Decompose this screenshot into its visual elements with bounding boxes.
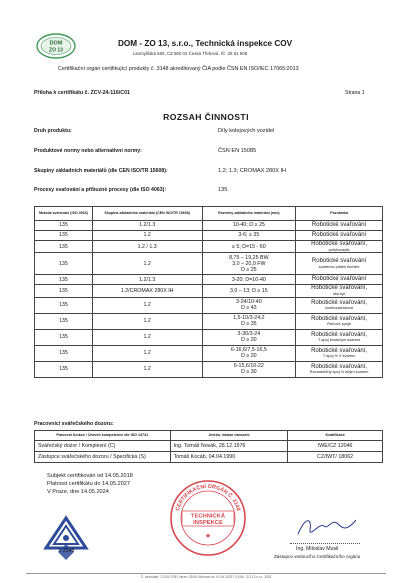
footer-divider [26, 573, 386, 574]
material-group: 1.2 [92, 345, 202, 361]
welding-method: 135 [35, 285, 93, 297]
certificate-annex: Příloha k certifikátu č. ZCV-24-116/C01 [34, 90, 130, 96]
dimension-line: 3,0 – 20,0 FW [232, 260, 266, 267]
dimension-line: 8,75 – 19,25 BW [229, 254, 269, 261]
logo-top-text: DOM [49, 40, 63, 47]
note-subtext: svařenec plátek tlumiče [318, 264, 360, 270]
note-cell [296, 345, 383, 361]
material-dimensions [202, 361, 296, 377]
note-cell [296, 241, 383, 253]
note-text: Robotické svařování, [311, 299, 368, 306]
dimension-line: 3-30/3-24 [237, 331, 261, 338]
note-subtext: Rovnoběžný spoj ½ obým svarem [309, 369, 369, 375]
material-dimensions [202, 285, 296, 297]
note-cell [296, 221, 383, 231]
table-row [35, 221, 383, 231]
staff-qualification: IWE/CZ 12046 [288, 441, 383, 452]
column-header: Skupina základního materiálu (CEN ISO/TR 15608) [92, 207, 202, 221]
material-group: 1.2 [92, 253, 202, 275]
field-value: ČSN EN 15085 [218, 148, 257, 154]
material-group: 1.2 [92, 329, 202, 345]
dimension-line: ≥ 5; D=15 - 60 [232, 243, 266, 250]
material-dimensions [202, 231, 296, 241]
note-text: Robotické svařování, [311, 347, 368, 354]
field-value: 135 [218, 187, 228, 193]
field-label: Skupiny základních materiálů (dle CEN ISO/TR 15608): [34, 168, 168, 174]
stamp-arc-text: CERTIFIKAČNÍ ORGÁN Č. 3148 [174, 483, 242, 512]
table-row [35, 241, 383, 253]
staff-qualification: CZ/IWT/ 18062 [288, 452, 383, 463]
note-cell [296, 253, 383, 275]
dimension-line: 3-20; D=10-40 [231, 276, 266, 283]
staff-table [34, 430, 383, 463]
material-group: 1.2 [92, 297, 202, 313]
welding-method: 135 [35, 329, 93, 345]
dimension-line: D ≥ 43 [241, 305, 257, 312]
note-cell [296, 285, 383, 297]
table-row [35, 329, 383, 345]
note-text: Robotické svařování, [311, 315, 368, 322]
staff-name: Tomáš Kocáb, 04.04.1990 [170, 452, 288, 463]
material-dimensions [202, 253, 296, 275]
table-row [35, 285, 383, 297]
note-subtext: oko-tyč [332, 291, 346, 297]
note-text: Robotické svařování [311, 232, 367, 239]
field-label: Druh produktu: [34, 128, 72, 134]
column-header: Rozměry základního materiálu (mm) [202, 207, 296, 221]
signer-name: Ing. Miloslav Musil [296, 546, 339, 552]
accreditation-line: Certifikační orgán certifikující produkty č. 3148 akreditovaný ČIA podle ČSN EN ISO/IEC 17065:2013 [58, 66, 299, 72]
welding-method: 135 [35, 231, 93, 241]
note-text: Robotické svařování [311, 258, 367, 265]
note-cell [296, 297, 383, 313]
column-header: Metoda svařování (ISO 4063) [35, 207, 93, 221]
note-cell [296, 361, 383, 377]
welding-method: 135 [35, 361, 93, 377]
dimension-line: 10-40; D ≥ 25 [232, 222, 265, 229]
note-subtext: T-spoj koutovým svarem [318, 337, 361, 343]
material-group: 1.2 [92, 313, 202, 329]
note-cell [296, 313, 383, 329]
welding-method: 135 [35, 297, 93, 313]
note-cell [296, 329, 383, 345]
stamp-line-2: INSPEKCE [193, 520, 223, 526]
signature [292, 512, 362, 542]
table-row [35, 345, 383, 361]
dimension-line: 3,0 – 13; D ≥ 15 [230, 288, 268, 295]
welding-method: 135 [35, 241, 93, 253]
material-dimensions [202, 275, 296, 285]
logo-bottom-text: ZO 13 [49, 47, 63, 54]
material-group: 1.2 [92, 231, 202, 241]
material-group: 1.2 [92, 361, 202, 377]
note-subtext: T-spoj ½ V svarem [322, 353, 356, 359]
table-row [35, 253, 383, 275]
dimension-line: 1,5-10/3-24,2 [233, 315, 265, 322]
table-row [35, 441, 383, 452]
dimension-line: D ≥ 30 [241, 369, 257, 376]
scope-table [34, 206, 383, 378]
material-group: 1.2 / 1.3 [92, 241, 202, 253]
dimension-line: 6-16,6/7,5-16,5 [230, 347, 267, 354]
table-row [35, 275, 383, 285]
note-text: Robotické svařování, [311, 241, 368, 247]
accreditation-number: V 3148 [58, 548, 75, 554]
table-row [35, 231, 383, 241]
field-label: Procesy svařování a příbuzné procesy (dle ISO 4063): [34, 187, 167, 193]
dimension-line: D ≥ 20 [241, 337, 257, 344]
table-row [35, 361, 383, 377]
page-number: Strana 1 [345, 90, 365, 96]
dimension-line: D ≥ 20 [241, 353, 257, 360]
field-label: Produktové normy nebo alternativní normy: [34, 148, 142, 154]
organization-name: DOM - ZO 13, s.r.o., Technická inspekce COV [118, 39, 293, 48]
signer-role: Zástupce vedoucího Certifikačního orgánu [274, 554, 361, 559]
stamp-line-1: TECHNICKÁ [190, 513, 226, 520]
dimension-line: 3-24/10-40 [236, 299, 262, 306]
note-subtext: polohovadlo [328, 246, 350, 252]
welding-method: 135 [35, 253, 93, 275]
staff-name: Ing. Tomáš Novák, 28.12.1976 [170, 441, 288, 452]
material-group: 1.2/CROMAX 280X IH [92, 285, 202, 297]
material-dimensions [202, 297, 296, 313]
welding-method: 135 [35, 221, 93, 231]
field-value: 1.2; 1.3; CROMAX 280X IH [218, 168, 287, 174]
svg-text:CERTIFIKAČNÍ ORGÁN Č. 3148 [175, 482, 241, 512]
welding-method: 135 [35, 313, 93, 329]
valid-until: Platnost certifikátu do 14.05.2027 [47, 481, 131, 487]
material-group: 1.2/1.3 [92, 275, 202, 285]
staff-role: Svářečský dozor / Komplexní (C) [35, 441, 171, 452]
dimension-line: 3-6; ≥ 35 [238, 232, 260, 239]
material-dimensions [202, 329, 296, 345]
column-header: Pracovní funkce / Úroveň kompetence dle ISO 14731 [35, 431, 171, 441]
star-icon: ★ [204, 533, 212, 540]
scope-title: ROZSAH ČINNOSTI [163, 112, 249, 122]
welding-method: 135 [35, 345, 93, 361]
official-stamp [168, 478, 248, 558]
material-group: 1.2/1.3 [92, 221, 202, 231]
organization-address: Litomyšlská 560, CZ 560 02 Česká Třebová, IČ: 25 61 908 [133, 51, 248, 56]
issue-date: V Praze, dne 14.05.2024 [47, 489, 109, 495]
material-dimensions [202, 221, 296, 231]
field-value: Díly kolejových vozidel [218, 128, 275, 134]
table-row [35, 452, 383, 463]
staff-title: Pracovníci svářečského dozoru: [34, 421, 114, 427]
welding-method: 135 [35, 275, 93, 285]
dimension-line: D ≥ 25 [241, 266, 257, 273]
note-subtext: Rohové spoje [327, 321, 351, 327]
note-text: Robotické svařování, [311, 363, 368, 370]
material-dimensions [202, 345, 296, 361]
note-text: Robotické svařování [311, 222, 367, 229]
table-row [35, 297, 383, 313]
note-subtext: víceh​ousenkové [325, 305, 354, 311]
column-header: Poznámka [296, 207, 383, 221]
dimension-line: 6-15,6/10-22 [233, 363, 264, 370]
form-footer: Č. formuláře: TC031-F051 Verze: 23/06 Účinnost od: 01.06.2023 © DOM - ZO 13 s.r.o. 2023 [140, 575, 272, 579]
note-text: Robotické svařování [311, 276, 367, 283]
table-row [35, 313, 383, 329]
column-header: Kvalifikace [288, 431, 383, 441]
accreditation-mark-icon [38, 514, 94, 566]
column-header: Jméno, datum narození [170, 431, 288, 441]
note-text: Robotické svařování, [311, 285, 368, 292]
note-cell [296, 231, 383, 241]
certified-since: Subjekt certifikován od 14.05.2018 [47, 473, 133, 479]
material-dimensions [202, 313, 296, 329]
material-dimensions [202, 241, 296, 253]
dom-zo13-logo [36, 33, 76, 59]
note-cell [296, 275, 383, 285]
signature-line [290, 543, 360, 544]
note-text: Robotické svařování, [311, 331, 368, 338]
dimension-line: D ≥ 35 [241, 321, 257, 328]
staff-role: Zástupce svářečského dozoru / Specifická (S) [35, 452, 171, 463]
